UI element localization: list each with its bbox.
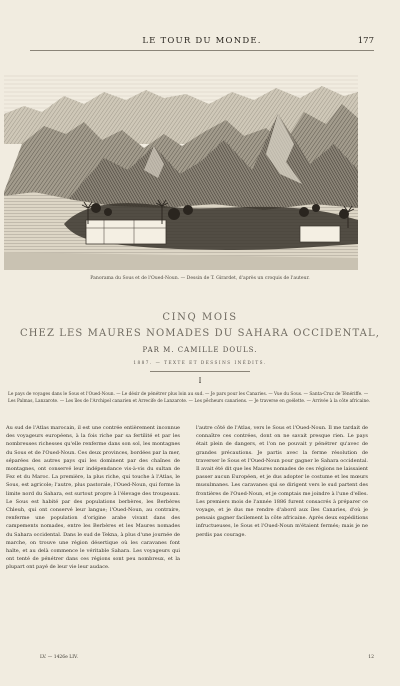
footer-volume: LV. — 1426e LIV. [40, 655, 78, 660]
running-head [30, 36, 374, 51]
article-title-line1: CINQ MOIS [162, 312, 238, 323]
article-author: PAR M. CAMILLE DOULS. [142, 346, 258, 354]
article-dateline: 1887. — TEXTE ET DESSINS INÉDITS. [133, 360, 267, 365]
article-title-line2: CHEZ LES MAURES NOMADES DU SAHARA OCCIDENTAL, [19, 328, 381, 339]
section-number: I [198, 377, 202, 385]
page-footer [40, 655, 374, 667]
running-title: LE TOUR DU MONDE. [142, 36, 262, 46]
mountain-landscape-image [4, 74, 358, 270]
divider [150, 371, 250, 372]
engraving-illustration [4, 74, 358, 270]
page-number: 177 [357, 36, 374, 46]
illustration-caption: Panorama du Sous et de l'Oued-Noun. — Dessin de T. Girardet, d'après un croquis de l'auteur. [90, 276, 310, 281]
chapter-summary: Le pays de voyages dans le Sous et l'Oued-Noun. — Le désir de pénétrer plus loin au sud. — Je pars pour les Canaries. — Vue du Sous. — Santa-Cruz de Ténériffe. — Les Palmas, Lanzarote. — Les îles de l'Archipel canarien et Arrecife de Lanzarote. — Les pêcheurs canariens. — Je traverse en goélette. — Arrivée à la côte africaine. [8, 392, 371, 404]
footer-sheet-number: 12 [368, 655, 374, 660]
body-column-left: Au sud de l'Atlas marocain, il est une contrée entièrement inconnue des voyageurs européens, à la fois riche par sa fertilité et par les nombreuses richesses qu'elle renferme dans son sol, les montagnes du Sous et de l'Oued-Noun. Ces deux provinces, bordées par la mer, séparées des autres pays qui les dominent par des chaînes de montagnes, ont conservé leur indépendance vis-à-vis du sultan de Fez et du Maroc. La première, la plus riche, qui touche à l'Atlas, le Sous, est agricole; l'autre, plus pastorale, l'Oued-Noun, qui forme la limite nord du Sahara, est surtout propre à l'élevage des troupeaux. Le Sous est habité par des populations berbères, les Berbères Chleuh, qui ont conservé leur langue; l'Oued-Noun, au contraire, renferme une population d'origine arabe vivant dans des campements nomades, entre les Berbères et les Maures nomades du Sahara occidental. Dans le sud de Tekna, à plus d'une journée de marche, on trouve une région désertique où les caravanes font halte, et au delà commence le véritable Sahara. Les voyageurs qui ont tenté de pénétrer dans ces régions sont peu nombreux, et la plupart ont payé de leur vie leur audace. [6, 425, 180, 571]
body-column-right: l'autre côté de l'Atlas, vers le Sous et l'Oued-Noun. Il me tardait de connaître ces contrées, dont on ne savait presque rien. Le pays était plein de dangers, et l'on ne pouvait y pénétrer qu'avec de grandes précautions. Je partis avec la ferme résolution de traverser le Sous et l'Oued-Noun pour gagner le Sahara occidental. Il avait été dit que les Maures nomades de ces régions ne laissaient passer aucun Européen, et je dus adopter le costume et les mœurs musulmanes. Les caravanes qui se dirigent vers le sud partent des frontières de l'Oued-Noun, et je comptais me joindre à l'une d'elles. Les premiers mois de l'année 1886 furent consacrés à préparer ce voyage, et je dus me rendre d'abord aux îles Canaries, d'où je pensais gagner facilement la côte africaine. Après deux expéditions infructueuses, le Sous et l'Oued-Noun m'étaient fermés; mais je ne perdis pas courage. [196, 425, 368, 538]
